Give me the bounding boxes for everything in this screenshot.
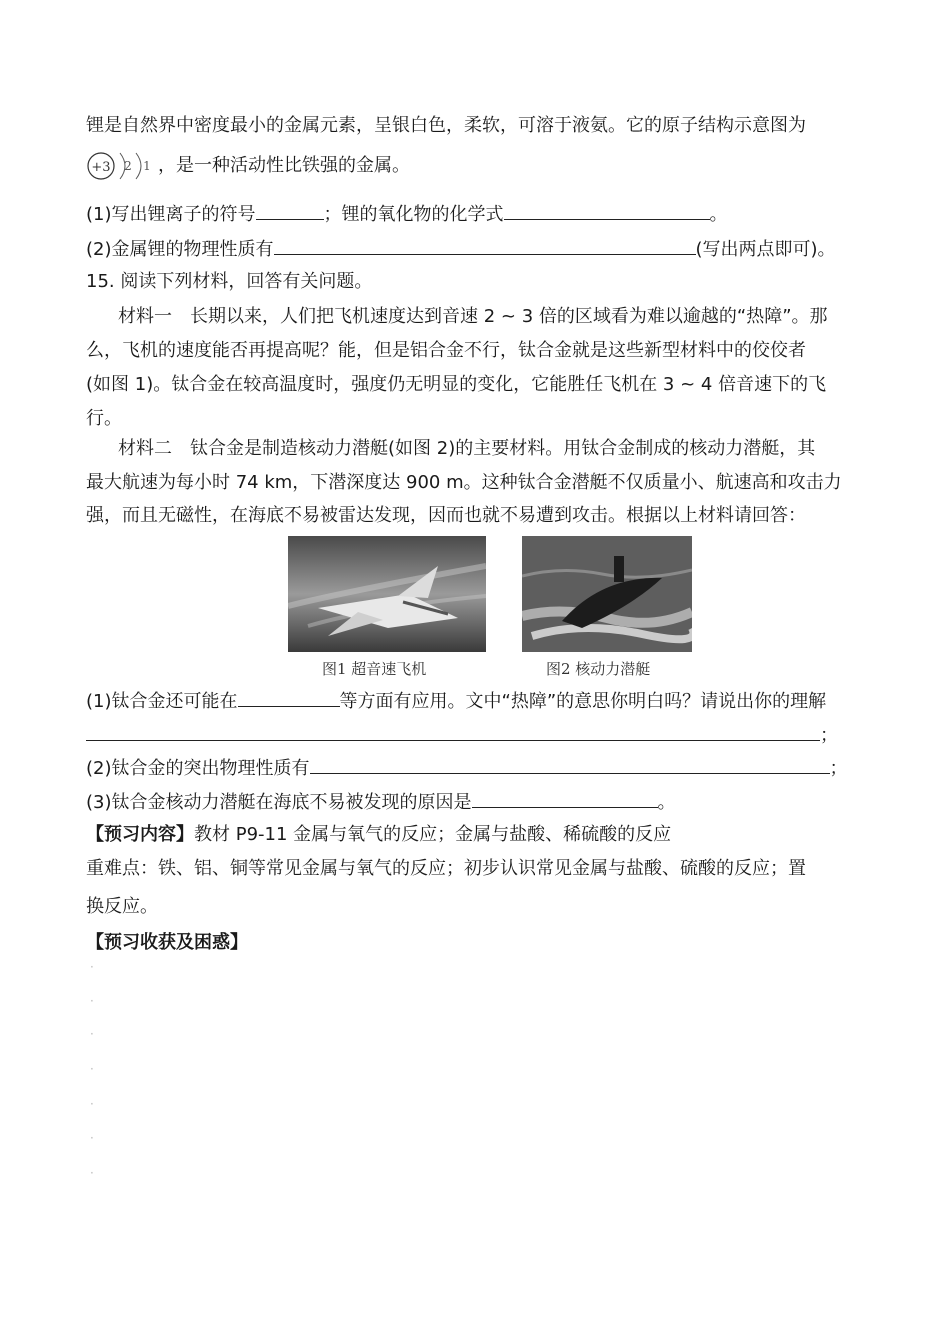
question-1-text-b: ；锂的氧化物的化学式 xyxy=(323,204,504,225)
titanium-physical-properties-blank[interactable] xyxy=(310,755,830,774)
paragraph-mark: · xyxy=(90,1027,94,1041)
material-2-line-2: 最大航速为每小时 74 km，下潜深度达 900 m。这种钛合金潜艇不仅质量小、航速高和攻击力 xyxy=(86,472,842,493)
key-points-line-2: 换反应。 xyxy=(86,896,158,917)
question-1-text-a: (1)写出锂离子的符号 xyxy=(86,204,256,225)
paragraph-mark: · xyxy=(90,1166,94,1180)
sub-question-1-answer-line xyxy=(86,722,838,748)
paragraph-mark: · xyxy=(90,960,94,974)
atom-nucleus-label: +3 xyxy=(91,160,111,175)
lithium-oxide-formula-blank[interactable] xyxy=(504,201,710,220)
preview-content xyxy=(86,823,671,847)
paragraph-mark: · xyxy=(90,1097,94,1111)
question-1 xyxy=(86,201,728,227)
nuclear-submarine-image xyxy=(522,536,692,652)
preview-content-label: 【预习内容】 xyxy=(86,824,194,845)
question-2 xyxy=(86,236,836,262)
sub-question-2-end: ； xyxy=(829,758,848,779)
sub-question-1-text-b: 等方面有应用。文中“热障”的意思你明白吗？请说出你的理解 xyxy=(339,691,827,712)
submarine-undetectable-reason-blank[interactable] xyxy=(472,789,658,808)
question-2-text-b: (写出两点即可)。 xyxy=(695,239,836,260)
material-1-line-3: (如图 1)。钛合金在较高温度时，强度仍无明显的变化，它能胜任飞机在 3 ~ 4 倍音速下的飞 xyxy=(86,374,827,395)
question-1-text-c: 。 xyxy=(709,204,728,225)
question-15-heading: 15. 阅读下列材料，回答有关问题。 xyxy=(86,271,373,292)
intro-line-1: 锂是自然界中密度最小的金属元素，呈银白色，柔软，可溶于液氨。它的原子结构示意图为 xyxy=(86,115,806,136)
heat-barrier-understanding-blank[interactable] xyxy=(86,722,820,741)
paragraph-mark: · xyxy=(90,994,94,1008)
paragraph-mark: · xyxy=(90,1062,94,1076)
sub-question-3-end: 。 xyxy=(657,792,676,813)
lithium-physical-properties-blank[interactable] xyxy=(274,236,696,255)
material-2-line-3: 强，而且无磁性，在海底不易被雷达发现，因而也就不易遭到攻击。根据以上材料请回答： xyxy=(86,505,806,526)
preview-harvest-heading: 【预习收获及困惑】 xyxy=(86,932,248,953)
material-2-line-1: 材料二 钛合金是制造核动力潜艇(如图 2)的主要材料。用钛合金制成的核动力潜艇，其 xyxy=(118,438,816,459)
key-points-line-1: 重难点：铁、铝、铜等常见金属与氧气的反应；初步认识常见金属与盐酸、硫酸的反应；置 xyxy=(86,858,806,879)
intro-line-2: ，是一种活动性比铁强的金属。 xyxy=(158,155,410,176)
sub-question-2 xyxy=(86,755,848,781)
sub-question-3-text-a: (3)钛合金核动力潜艇在海底不易被发现的原因是 xyxy=(86,792,472,813)
lithium-atom-structure-diagram xyxy=(86,149,156,183)
material-1-line-2: 么，飞机的速度能否再提高呢？能，但是铝合金不行，钛合金就是这些新型材料中的佼佼者 xyxy=(86,340,806,361)
paragraph-mark: · xyxy=(90,1131,94,1145)
sub-question-1-end: ； xyxy=(820,725,838,746)
preview-content-text: 教材 P9-11 金属与氧气的反应；金属与盐酸、稀硫酸的反应 xyxy=(194,824,672,845)
atom-shell-2-electrons: 1 xyxy=(143,159,151,173)
sub-question-2-text-a: (2)钛合金的突出物理性质有 xyxy=(86,758,310,779)
sub-question-3 xyxy=(86,789,676,815)
figure-1-caption: 图1 超音速飞机 xyxy=(322,660,427,678)
sub-question-1 xyxy=(86,688,826,714)
figure-2-caption: 图2 核动力潜艇 xyxy=(546,660,651,678)
material-1-line-1: 材料一 长期以来，人们把飞机速度达到音速 2 ~ 3 倍的区域看为难以逾越的“热障”。那 xyxy=(118,306,828,327)
question-2-text-a: (2)金属锂的物理性质有 xyxy=(86,239,274,260)
lithium-ion-symbol-blank[interactable] xyxy=(256,201,324,220)
sub-question-1-text-a: (1)钛合金还可能在 xyxy=(86,691,238,712)
supersonic-aircraft-image xyxy=(288,536,486,652)
material-1-line-4: 行。 xyxy=(86,408,122,429)
atom-shell-1-electrons: 2 xyxy=(124,159,132,173)
titanium-application-blank[interactable] xyxy=(238,688,340,707)
